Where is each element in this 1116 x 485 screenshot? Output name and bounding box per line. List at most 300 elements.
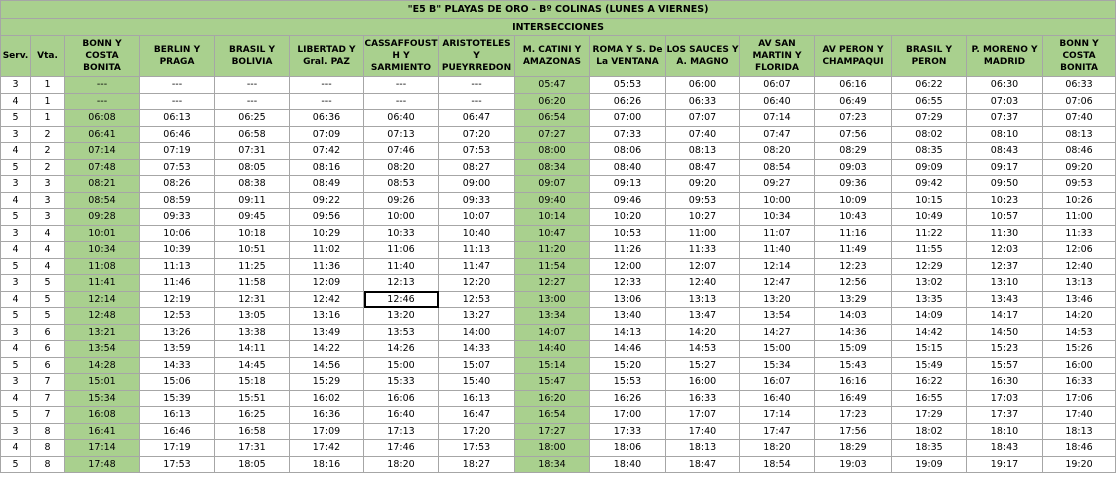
table-cell[interactable]: 16:16 [815,374,892,391]
table-cell[interactable]: 6 [31,341,65,358]
table-cell[interactable]: 10:00 [364,209,439,226]
table-cell[interactable]: 09:53 [666,192,740,209]
table-cell[interactable]: 17:07 [666,407,740,424]
table-cell[interactable]: 08:13 [1043,126,1116,143]
header-intersection[interactable]: CASSAFFOUST H Y SARMIENTO [364,36,439,77]
table-cell[interactable]: 14:27 [740,324,815,341]
table-cell[interactable]: 12:31 [215,291,290,308]
table-cell[interactable]: 16:25 [215,407,290,424]
table-cell[interactable]: 16:00 [1043,357,1116,374]
table-cell[interactable]: 17:06 [1043,390,1116,407]
table-cell[interactable]: 07:56 [815,126,892,143]
table-cell[interactable]: 4 [31,225,65,242]
table-cell[interactable]: 12:42 [290,291,364,308]
table-cell[interactable]: 06:00 [666,77,740,94]
table-cell[interactable]: 14:50 [967,324,1043,341]
table-cell[interactable]: 11:22 [892,225,967,242]
table-cell[interactable]: 10:14 [515,209,590,226]
table-cell[interactable]: 12:46 [364,291,439,308]
table-cell[interactable]: 18:20 [740,440,815,457]
table-cell[interactable]: 06:36 [290,110,364,127]
table-cell[interactable]: 11:00 [666,225,740,242]
table-cell[interactable]: 11:36 [290,258,364,275]
table-cell[interactable]: 06:20 [515,93,590,110]
table-cell[interactable]: 14:42 [892,324,967,341]
table-cell[interactable]: 15:34 [740,357,815,374]
table-cell[interactable]: --- [364,93,439,110]
table-cell[interactable]: 10:15 [892,192,967,209]
table-cell[interactable]: --- [439,77,515,94]
table-cell[interactable]: 07:40 [666,126,740,143]
table-cell[interactable]: 11:00 [1043,209,1116,226]
table-cell[interactable]: 07:00 [590,110,666,127]
table-cell[interactable]: 06:49 [815,93,892,110]
table-cell[interactable]: 3 [1,275,31,292]
table-cell[interactable]: 18:16 [290,456,364,473]
table-cell[interactable]: 08:47 [666,159,740,176]
table-cell[interactable]: 15:47 [515,374,590,391]
table-cell[interactable]: 09:09 [892,159,967,176]
table-cell[interactable]: 18:54 [740,456,815,473]
table-cell[interactable]: 12:40 [666,275,740,292]
table-cell[interactable]: 07:47 [740,126,815,143]
table-cell[interactable]: 5 [1,258,31,275]
header-intersection[interactable]: P. MORENO Y MADRID [967,36,1043,77]
table-cell[interactable]: 16:33 [666,390,740,407]
table-cell[interactable]: 15:26 [1043,341,1116,358]
table-cell[interactable]: 12:40 [1043,258,1116,275]
table-cell[interactable]: 14:00 [439,324,515,341]
table-cell[interactable]: 07:53 [439,143,515,160]
table-cell[interactable]: 12:20 [439,275,515,292]
table-cell[interactable]: 17:29 [892,407,967,424]
table-cell[interactable]: 16:02 [290,390,364,407]
table-cell[interactable]: 10:57 [967,209,1043,226]
table-cell[interactable]: 1 [31,77,65,94]
header-intersection[interactable]: BERLIN Y PRAGA [140,36,215,77]
table-cell[interactable]: 12:07 [666,258,740,275]
table-cell[interactable]: 10:51 [215,242,290,259]
table-cell[interactable]: 15:18 [215,374,290,391]
table-cell[interactable]: 16:00 [666,374,740,391]
table-cell[interactable]: 4 [1,93,31,110]
table-cell[interactable]: 4 [31,258,65,275]
table-cell[interactable]: 09:20 [1043,159,1116,176]
table-cell[interactable]: 15:20 [590,357,666,374]
table-cell[interactable]: 07:27 [515,126,590,143]
table-cell[interactable]: 11:40 [740,242,815,259]
table-cell[interactable]: 16:06 [364,390,439,407]
table-cell[interactable]: 14:09 [892,308,967,325]
table-cell[interactable]: 07:29 [892,110,967,127]
table-cell[interactable]: 06:22 [892,77,967,94]
table-cell[interactable]: 05:53 [590,77,666,94]
table-cell[interactable]: 08:29 [815,143,892,160]
table-cell[interactable]: 17:14 [65,440,140,457]
table-cell[interactable]: 09:17 [967,159,1043,176]
table-cell[interactable]: 13:59 [140,341,215,358]
table-cell[interactable]: 10:53 [590,225,666,242]
table-cell[interactable]: 10:23 [967,192,1043,209]
table-cell[interactable]: 08:20 [740,143,815,160]
table-cell[interactable]: 3 [1,126,31,143]
table-cell[interactable]: 06:58 [215,126,290,143]
table-cell[interactable]: 16:58 [215,423,290,440]
table-cell[interactable]: 16:08 [65,407,140,424]
table-cell[interactable]: 12:00 [590,258,666,275]
table-cell[interactable]: 4 [1,143,31,160]
table-cell[interactable]: 15:53 [590,374,666,391]
table-cell[interactable]: 08:02 [892,126,967,143]
table-cell[interactable]: 4 [1,192,31,209]
table-cell[interactable]: 11:55 [892,242,967,259]
table-cell[interactable]: 12:56 [815,275,892,292]
table-cell[interactable]: 18:27 [439,456,515,473]
table-cell[interactable]: 18:13 [666,440,740,457]
header-intersection[interactable]: AV PERON Y CHAMPAQUI [815,36,892,77]
table-cell[interactable]: 3 [31,192,65,209]
table-cell[interactable]: 7 [31,374,65,391]
table-cell[interactable]: 13:46 [1043,291,1116,308]
table-cell[interactable]: 07:09 [290,126,364,143]
table-cell[interactable]: 07:31 [215,143,290,160]
table-cell[interactable]: 15:23 [967,341,1043,358]
table-cell[interactable]: 07:33 [590,126,666,143]
table-cell[interactable]: 5 [1,110,31,127]
table-cell[interactable]: 10:43 [815,209,892,226]
table-cell[interactable]: 11:46 [140,275,215,292]
table-cell[interactable]: 15:09 [815,341,892,358]
table-cell[interactable]: 16:41 [65,423,140,440]
table-cell[interactable]: 13:54 [740,308,815,325]
table-cell[interactable]: 5 [1,357,31,374]
table-cell[interactable]: 5 [31,275,65,292]
table-cell[interactable]: 3 [1,176,31,193]
table-cell[interactable]: 09:40 [515,192,590,209]
table-cell[interactable]: 11:16 [815,225,892,242]
table-cell[interactable]: 09:27 [740,176,815,193]
table-cell[interactable]: --- [290,77,364,94]
table-cell[interactable]: 5 [1,159,31,176]
table-cell[interactable]: 19:20 [1043,456,1116,473]
table-cell[interactable]: 1 [31,93,65,110]
table-cell[interactable]: 09:50 [967,176,1043,193]
table-cell[interactable]: 09:28 [65,209,140,226]
table-cell[interactable]: --- [65,93,140,110]
table-cell[interactable]: 12:33 [590,275,666,292]
table-cell[interactable]: 15:14 [515,357,590,374]
table-cell[interactable]: 14:28 [65,357,140,374]
intersections-header[interactable]: INTERSECCIONES [1,19,1116,36]
table-cell[interactable]: 3 [1,324,31,341]
table-cell[interactable]: 15:39 [140,390,215,407]
table-cell[interactable]: 18:47 [666,456,740,473]
table-cell[interactable]: 10:07 [439,209,515,226]
table-cell[interactable]: 09:42 [892,176,967,193]
table-cell[interactable]: 18:02 [892,423,967,440]
table-cell[interactable]: 17:40 [1043,407,1116,424]
table-cell[interactable]: 2 [31,159,65,176]
table-cell[interactable]: 17:09 [290,423,364,440]
table-cell[interactable]: 08:54 [740,159,815,176]
table-cell[interactable]: 08:27 [439,159,515,176]
table-cell[interactable]: 13:29 [815,291,892,308]
header-intersection[interactable]: LIBERTAD Y Gral. PAZ [290,36,364,77]
header-vta[interactable]: Vta. [31,36,65,77]
table-cell[interactable]: 18:05 [215,456,290,473]
table-cell[interactable]: 17:53 [140,456,215,473]
table-cell[interactable]: 15:57 [967,357,1043,374]
table-cell[interactable]: 15:29 [290,374,364,391]
table-cell[interactable]: 06:16 [815,77,892,94]
table-cell[interactable]: 16:26 [590,390,666,407]
table-cell[interactable]: 08:34 [515,159,590,176]
table-cell[interactable]: 12:37 [967,258,1043,275]
table-cell[interactable]: 09:26 [364,192,439,209]
table-cell[interactable]: 11:30 [967,225,1043,242]
header-intersection[interactable]: LOS SAUCES Y A. MAGNO [666,36,740,77]
table-cell[interactable]: 15:01 [65,374,140,391]
table-cell[interactable]: 07:19 [140,143,215,160]
table-cell[interactable]: 07:42 [290,143,364,160]
table-cell[interactable]: 15:06 [140,374,215,391]
table-cell[interactable]: 14:03 [815,308,892,325]
table-cell[interactable]: 14:40 [515,341,590,358]
header-intersection[interactable]: AV SAN MARTIN Y FLORIDA [740,36,815,77]
table-cell[interactable]: 16:40 [740,390,815,407]
table-cell[interactable]: 09:20 [666,176,740,193]
table-cell[interactable]: 14:17 [967,308,1043,325]
table-cell[interactable]: 08:46 [1043,143,1116,160]
table-cell[interactable]: 11:40 [364,258,439,275]
table-cell[interactable]: 10:33 [364,225,439,242]
table-cell[interactable]: 10:18 [215,225,290,242]
table-cell[interactable]: --- [439,93,515,110]
table-cell[interactable]: 11:47 [439,258,515,275]
table-cell[interactable]: 13:06 [590,291,666,308]
table-cell[interactable]: 18:46 [1043,440,1116,457]
table-cell[interactable]: 8 [31,423,65,440]
table-cell[interactable]: 08:38 [215,176,290,193]
table-cell[interactable]: 17:27 [515,423,590,440]
table-cell[interactable]: 18:43 [967,440,1043,457]
table-cell[interactable]: 17:33 [590,423,666,440]
table-cell[interactable]: 11:49 [815,242,892,259]
table-cell[interactable]: 18:10 [967,423,1043,440]
table-cell[interactable]: 13:02 [892,275,967,292]
table-cell[interactable]: 07:14 [65,143,140,160]
table-cell[interactable]: 10:34 [65,242,140,259]
table-cell[interactable]: 4 [1,390,31,407]
table-cell[interactable]: 12:23 [815,258,892,275]
header-intersection[interactable]: ROMA Y S. De La VENTANA [590,36,666,77]
table-cell[interactable]: 14:20 [1043,308,1116,325]
table-cell[interactable]: 16:33 [1043,374,1116,391]
table-cell[interactable]: 5 [1,456,31,473]
table-cell[interactable]: 16:54 [515,407,590,424]
table-cell[interactable]: 16:36 [290,407,364,424]
table-cell[interactable]: 16:13 [439,390,515,407]
table-cell[interactable]: 19:09 [892,456,967,473]
table-cell[interactable]: 08:06 [590,143,666,160]
table-cell[interactable]: 17:23 [815,407,892,424]
table-cell[interactable]: 3 [1,374,31,391]
table-cell[interactable]: 14:11 [215,341,290,358]
table-cell[interactable]: 06:26 [590,93,666,110]
table-cell[interactable]: 15:15 [892,341,967,358]
header-intersection[interactable]: BONN Y COSTA BONITA [65,36,140,77]
table-cell[interactable]: 13:05 [215,308,290,325]
table-cell[interactable]: 08:10 [967,126,1043,143]
table-cell[interactable]: 16:07 [740,374,815,391]
table-cell[interactable]: 17:40 [666,423,740,440]
table-cell[interactable]: 14:33 [439,341,515,358]
table-cell[interactable]: 10:09 [815,192,892,209]
table-cell[interactable]: 14:56 [290,357,364,374]
table-cell[interactable]: 11:33 [1043,225,1116,242]
table-cell[interactable]: 16:46 [140,423,215,440]
table-cell[interactable]: --- [65,77,140,94]
table-cell[interactable]: 05:47 [515,77,590,94]
table-cell[interactable]: 06:33 [666,93,740,110]
table-cell[interactable]: 13:00 [515,291,590,308]
table-cell[interactable]: 09:56 [290,209,364,226]
table-cell[interactable]: 13:13 [666,291,740,308]
table-cell[interactable]: 18:40 [590,456,666,473]
table-cell[interactable]: 10:34 [740,209,815,226]
table-cell[interactable]: 06:07 [740,77,815,94]
table-cell[interactable]: 17:00 [590,407,666,424]
table-cell[interactable]: 14:20 [666,324,740,341]
table-cell[interactable]: 10:39 [140,242,215,259]
table-cell[interactable]: 06:13 [140,110,215,127]
table-cell[interactable]: 12:06 [1043,242,1116,259]
table-cell[interactable]: 18:00 [515,440,590,457]
table-cell[interactable]: 15:00 [740,341,815,358]
table-cell[interactable]: 13:26 [140,324,215,341]
table-cell[interactable]: 17:56 [815,423,892,440]
table-cell[interactable]: 5 [1,209,31,226]
table-cell[interactable]: 17:14 [740,407,815,424]
table-cell[interactable]: 1 [31,110,65,127]
table-cell[interactable]: 17:37 [967,407,1043,424]
table-cell[interactable]: 10:49 [892,209,967,226]
table-cell[interactable]: 11:54 [515,258,590,275]
table-cell[interactable]: 17:19 [140,440,215,457]
table-cell[interactable]: 07:07 [666,110,740,127]
table-cell[interactable]: 08:43 [967,143,1043,160]
table-cell[interactable]: 14:22 [290,341,364,358]
table-cell[interactable]: 08:13 [666,143,740,160]
table-cell[interactable]: 08:00 [515,143,590,160]
table-cell[interactable]: --- [290,93,364,110]
table-cell[interactable]: 11:58 [215,275,290,292]
table-cell[interactable]: 06:08 [65,110,140,127]
table-cell[interactable]: 13:27 [439,308,515,325]
table-cell[interactable]: 09:22 [290,192,364,209]
table-cell[interactable]: 06:54 [515,110,590,127]
table-cell[interactable]: 14:53 [1043,324,1116,341]
table-cell[interactable]: 17:42 [290,440,364,457]
table-cell[interactable]: 07:20 [439,126,515,143]
table-cell[interactable]: 11:02 [290,242,364,259]
table-cell[interactable]: 06:25 [215,110,290,127]
table-cell[interactable]: 10:26 [1043,192,1116,209]
table-cell[interactable]: 10:06 [140,225,215,242]
table-cell[interactable]: 10:27 [666,209,740,226]
table-cell[interactable]: 16:30 [967,374,1043,391]
table-cell[interactable]: 09:11 [215,192,290,209]
table-cell[interactable]: 2 [31,143,65,160]
table-cell[interactable]: 3 [1,225,31,242]
table-cell[interactable]: 13:40 [590,308,666,325]
table-cell[interactable]: 18:29 [815,440,892,457]
table-cell[interactable]: 5 [1,407,31,424]
table-cell[interactable]: 14:53 [666,341,740,358]
table-cell[interactable]: 17:31 [215,440,290,457]
table-cell[interactable]: 09:46 [590,192,666,209]
table-cell[interactable]: 11:41 [65,275,140,292]
header-intersection[interactable]: BONN Y COSTA BONITA [1043,36,1116,77]
table-cell[interactable]: 5 [1,308,31,325]
table-cell[interactable]: 16:22 [892,374,967,391]
table-cell[interactable]: 17:53 [439,440,515,457]
table-cell[interactable]: 08:49 [290,176,364,193]
table-cell[interactable]: 15:33 [364,374,439,391]
table-cell[interactable]: 8 [31,456,65,473]
table-cell[interactable]: 07:13 [364,126,439,143]
table-cell[interactable]: 8 [31,440,65,457]
table-cell[interactable]: 06:33 [1043,77,1116,94]
table-cell[interactable]: 12:14 [65,291,140,308]
table-cell[interactable]: 09:33 [140,209,215,226]
table-cell[interactable]: 12:47 [740,275,815,292]
table-cell[interactable]: 09:53 [1043,176,1116,193]
table-cell[interactable]: 17:47 [740,423,815,440]
table-cell[interactable]: 13:43 [967,291,1043,308]
table-cell[interactable]: 11:06 [364,242,439,259]
table-cell[interactable]: 4 [1,440,31,457]
table-cell[interactable]: 18:34 [515,456,590,473]
table-cell[interactable]: 07:40 [1043,110,1116,127]
table-cell[interactable]: 09:07 [515,176,590,193]
table-cell[interactable]: 09:13 [590,176,666,193]
table-cell[interactable]: 13:13 [1043,275,1116,292]
table-cell[interactable]: 13:35 [892,291,967,308]
table-cell[interactable]: 13:49 [290,324,364,341]
table-cell[interactable]: 3 [31,209,65,226]
table-cell[interactable]: 16:49 [815,390,892,407]
table-cell[interactable]: 13:34 [515,308,590,325]
table-cell[interactable]: 14:13 [590,324,666,341]
table-cell[interactable]: 16:40 [364,407,439,424]
table-cell[interactable]: 15:49 [892,357,967,374]
table-cell[interactable]: 07:03 [967,93,1043,110]
table-cell[interactable]: 18:35 [892,440,967,457]
table-cell[interactable]: 7 [31,390,65,407]
table-cell[interactable]: 14:45 [215,357,290,374]
header-serv[interactable]: Serv. [1,36,31,77]
table-cell[interactable]: --- [364,77,439,94]
table-cell[interactable]: 4 [1,242,31,259]
table-cell[interactable]: 11:26 [590,242,666,259]
table-cell[interactable]: 13:20 [740,291,815,308]
table-cell[interactable]: 19:17 [967,456,1043,473]
table-cell[interactable]: 12:48 [65,308,140,325]
table-cell[interactable]: 18:06 [590,440,666,457]
table-cell[interactable]: --- [215,77,290,94]
table-cell[interactable]: 15:40 [439,374,515,391]
